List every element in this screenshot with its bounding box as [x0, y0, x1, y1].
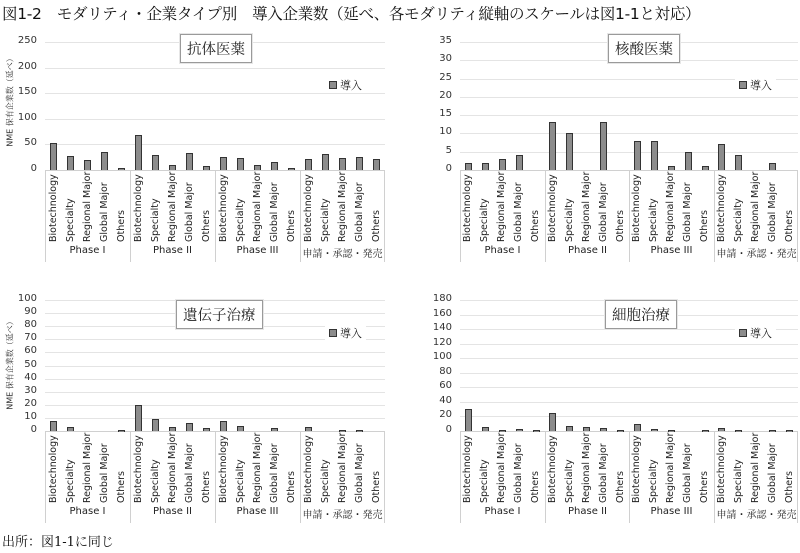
category-label: Biotechnology [303, 174, 314, 242]
category-label: Specialty [564, 198, 575, 242]
category-label: Global Major [99, 443, 110, 503]
category-label: Others [201, 210, 212, 242]
bar [617, 430, 624, 432]
category-label: Biotechnology [547, 435, 558, 503]
category-label: Global Major [354, 443, 365, 503]
legend-label: 導入 [340, 79, 362, 92]
bar [169, 427, 176, 431]
y-tick-label: 50 [24, 137, 37, 148]
category-label: Specialty [235, 459, 246, 503]
chart-title: 細胞治療 [605, 300, 677, 329]
gridline [460, 416, 798, 417]
y-tick-label: 100 [432, 351, 452, 362]
bar [735, 430, 742, 432]
category-label: Regional Major [82, 432, 93, 503]
category-label: Biotechnology [48, 174, 59, 242]
bar [549, 413, 556, 431]
category-label: Others [371, 210, 382, 242]
source-note: 出所：図1-1に同じ [2, 535, 114, 550]
y-tick-label: 0 [30, 163, 37, 174]
gridline [45, 68, 385, 69]
bar [186, 153, 193, 170]
phase-label: Phase I [69, 506, 106, 517]
gridline [45, 366, 385, 367]
gridline [45, 418, 385, 419]
gridline [460, 133, 798, 134]
bar [254, 165, 261, 170]
phase-label: Phase I [484, 245, 521, 256]
gridline [45, 93, 385, 94]
bar [322, 154, 329, 170]
category-label: Biotechnology [218, 174, 229, 242]
bar [702, 166, 709, 170]
y-tick-label: 0 [445, 163, 452, 174]
gridline [460, 344, 798, 345]
category-label: Regional Major [750, 171, 761, 242]
category-label: Regional Major [167, 432, 178, 503]
bar [668, 166, 675, 170]
category-label: Biotechnology [303, 435, 314, 503]
gridline [460, 402, 798, 403]
category-label: Specialty [320, 459, 331, 503]
gridline [45, 379, 385, 380]
gridline [460, 115, 798, 116]
category-label: Specialty [65, 198, 76, 242]
y-tick-label: 0 [30, 424, 37, 435]
category-label: Biotechnology [716, 435, 727, 503]
category-label: Global Major [354, 182, 365, 242]
category-label: Others [784, 210, 795, 242]
bar [651, 429, 658, 431]
bar [220, 421, 227, 431]
gridline [45, 405, 385, 406]
category-label: Regional Major [750, 432, 761, 503]
legend-label: 導入 [750, 79, 772, 92]
y-tick-label: 250 [17, 35, 37, 46]
category-label: Regional Major [496, 171, 507, 242]
phase-label: 申請・承認・発売 [716, 249, 797, 260]
y-tick-label: 10 [24, 411, 37, 422]
phase-label: Phase II [568, 506, 607, 517]
bar [305, 159, 312, 170]
bar [118, 168, 125, 170]
chart-title: 核酸医薬 [608, 34, 680, 63]
bar [465, 163, 472, 170]
category-label: Regional Major [337, 171, 348, 242]
bar [702, 430, 709, 432]
phase-label: Phase III [236, 245, 279, 256]
bar [84, 160, 91, 170]
legend [735, 77, 776, 93]
phase-label: 申請・承認・発売 [302, 510, 383, 521]
category-label: Others [530, 471, 541, 503]
bar [735, 155, 742, 170]
y-tick-label: 90 [24, 306, 37, 317]
category-label: Global Major [269, 443, 280, 503]
bar [499, 159, 506, 170]
category-label: Others [699, 471, 710, 503]
phase-label: Phase II [153, 506, 192, 517]
category-label: Others [699, 210, 710, 242]
category-label: Specialty [320, 198, 331, 242]
category-label: Biotechnology [631, 174, 642, 242]
y-tick-label: 5 [445, 145, 452, 156]
phase-label: Phase III [650, 506, 693, 517]
category-label: Others [615, 210, 626, 242]
category-label: Global Major [513, 443, 524, 503]
phase-label: Phase I [69, 245, 106, 256]
category-label: Biotechnology [48, 435, 59, 503]
y-tick-label: 150 [17, 86, 37, 97]
bar [339, 158, 346, 170]
bar [237, 158, 244, 170]
category-label: Regional Major [665, 171, 676, 242]
phase-label: 申請・承認・発売 [302, 249, 383, 260]
bar [482, 427, 489, 431]
bar [769, 163, 776, 170]
y-tick-label: 60 [24, 345, 37, 356]
phase-label: Phase I [484, 506, 521, 517]
bar [718, 428, 725, 431]
y-axis-label: NME 保有企業数（延べ） [5, 317, 15, 410]
bar [305, 427, 312, 431]
bar [786, 430, 793, 432]
category-label: Regional Major [665, 432, 676, 503]
category-label: Regional Major [496, 432, 507, 503]
y-tick-label: 70 [24, 332, 37, 343]
legend-swatch-icon [329, 81, 337, 89]
bar [356, 157, 363, 170]
bar [600, 122, 607, 170]
category-label: Biotechnology [462, 435, 473, 503]
gridline [45, 144, 385, 145]
bar [356, 430, 363, 432]
bar [101, 152, 108, 170]
category-label: Specialty [150, 459, 161, 503]
chart-title: 抗体医薬 [180, 34, 252, 63]
category-label: Biotechnology [716, 174, 727, 242]
y-tick-label: 140 [432, 322, 452, 333]
category-label: Global Major [682, 182, 693, 242]
legend [325, 325, 366, 341]
category-label: Specialty [733, 459, 744, 503]
y-tick-label: 40 [24, 372, 37, 383]
bar [50, 421, 57, 431]
phase-label: Phase III [650, 245, 693, 256]
bar [271, 428, 278, 431]
bar [549, 122, 556, 170]
category-label: Global Major [99, 182, 110, 242]
category-label: Others [530, 210, 541, 242]
category-label: Regional Major [82, 171, 93, 242]
bar [220, 157, 227, 170]
category-label: Specialty [65, 459, 76, 503]
category-label: Specialty [479, 459, 490, 503]
category-label: Biotechnology [547, 174, 558, 242]
category-label: Global Major [682, 443, 693, 503]
category-label: Specialty [648, 459, 659, 503]
y-tick-label: 20 [439, 409, 452, 420]
figure-title: 図1-2 モダリティ・企業タイプ別 導入企業数（延べ、各モダリティ縦軸のスケールは図1-1と対応） [2, 5, 701, 23]
category-label: Biotechnology [133, 174, 144, 242]
bar [169, 165, 176, 170]
bar [67, 156, 74, 170]
category-label: Regional Major [167, 171, 178, 242]
category-label: Biotechnology [462, 174, 473, 242]
y-tick-label: 60 [439, 380, 452, 391]
category-label: Specialty [479, 198, 490, 242]
bar [685, 152, 692, 170]
y-tick-label: 15 [439, 108, 452, 119]
bar [152, 419, 159, 431]
y-tick-label: 160 [432, 308, 452, 319]
gridline [460, 97, 798, 98]
category-label: Biotechnology [631, 435, 642, 503]
y-axis-label: NME 保有企業数（延べ） [5, 54, 15, 147]
legend-swatch-icon [739, 329, 747, 337]
gridline [460, 387, 798, 388]
bar [634, 424, 641, 431]
legend-label: 導入 [750, 327, 772, 340]
category-label: Others [615, 471, 626, 503]
bar [516, 155, 523, 170]
bar [118, 430, 125, 432]
bar [651, 141, 658, 170]
bar [600, 428, 607, 431]
gridline [45, 392, 385, 393]
bar [203, 428, 210, 431]
phase-label: 申請・承認・発売 [716, 510, 797, 521]
bar [67, 427, 74, 431]
y-tick-label: 200 [17, 61, 37, 72]
legend-swatch-icon [739, 81, 747, 89]
bar [516, 429, 523, 431]
category-label: Regional Major [252, 432, 263, 503]
y-tick-label: 180 [432, 293, 452, 304]
gridline [45, 352, 385, 353]
category-label: Global Major [184, 443, 195, 503]
gridline [460, 152, 798, 153]
bar [50, 143, 57, 170]
bar [203, 166, 210, 170]
bar [566, 133, 573, 170]
bar [482, 163, 489, 170]
y-tick-label: 100 [17, 112, 37, 123]
category-label: Global Major [598, 443, 609, 503]
bar [373, 159, 380, 170]
category-label: Others [784, 471, 795, 503]
bar [718, 144, 725, 170]
y-tick-label: 80 [24, 319, 37, 330]
gridline [460, 358, 798, 359]
category-label: Specialty [733, 198, 744, 242]
bar [583, 427, 590, 431]
category-label: Regional Major [252, 171, 263, 242]
y-tick-label: 120 [432, 337, 452, 348]
legend-swatch-icon [329, 329, 337, 337]
category-label: Others [116, 471, 127, 503]
phase-label: Phase II [568, 245, 607, 256]
category-label: Others [116, 210, 127, 242]
bar [566, 426, 573, 431]
category-label: Biotechnology [218, 435, 229, 503]
bar [769, 430, 776, 432]
bar [135, 405, 142, 431]
category-label: Specialty [564, 459, 575, 503]
bar [186, 423, 193, 431]
y-tick-label: 0 [445, 424, 452, 435]
y-tick-label: 30 [439, 53, 452, 64]
category-label: Global Major [598, 182, 609, 242]
y-tick-label: 20 [439, 90, 452, 101]
category-label: Global Major [269, 182, 280, 242]
category-label: Specialty [648, 198, 659, 242]
chart-title: 遺伝子治療 [176, 300, 263, 329]
category-label: Specialty [235, 198, 246, 242]
bar [237, 426, 244, 431]
category-label: Others [201, 471, 212, 503]
phase-label: Phase III [236, 506, 279, 517]
gridline [45, 119, 385, 120]
category-label: Others [286, 471, 297, 503]
category-label: Regional Major [581, 171, 592, 242]
category-label: Biotechnology [133, 435, 144, 503]
legend [735, 325, 776, 341]
category-label: Global Major [513, 182, 524, 242]
category-label: Regional Major [337, 432, 348, 503]
y-tick-label: 30 [24, 385, 37, 396]
phase-label: Phase II [153, 245, 192, 256]
bar [135, 135, 142, 170]
category-label: Others [286, 210, 297, 242]
bar [152, 155, 159, 170]
bar [533, 430, 540, 432]
category-label: Global Major [767, 182, 778, 242]
gridline [460, 373, 798, 374]
y-tick-label: 20 [24, 398, 37, 409]
bar [465, 409, 472, 431]
bar [634, 141, 641, 170]
y-tick-label: 25 [439, 72, 452, 83]
y-tick-label: 35 [439, 35, 452, 46]
category-label: Others [371, 471, 382, 503]
bar [271, 162, 278, 170]
y-tick-label: 50 [24, 359, 37, 370]
y-tick-label: 80 [439, 366, 452, 377]
y-tick-label: 100 [17, 293, 37, 304]
legend-label: 導入 [340, 327, 362, 340]
y-tick-label: 10 [439, 126, 452, 137]
legend [325, 77, 366, 93]
category-label: Global Major [767, 443, 778, 503]
y-tick-label: 40 [439, 395, 452, 406]
category-label: Specialty [150, 198, 161, 242]
category-label: Global Major [184, 182, 195, 242]
bar [288, 168, 295, 170]
category-label: Regional Major [581, 432, 592, 503]
